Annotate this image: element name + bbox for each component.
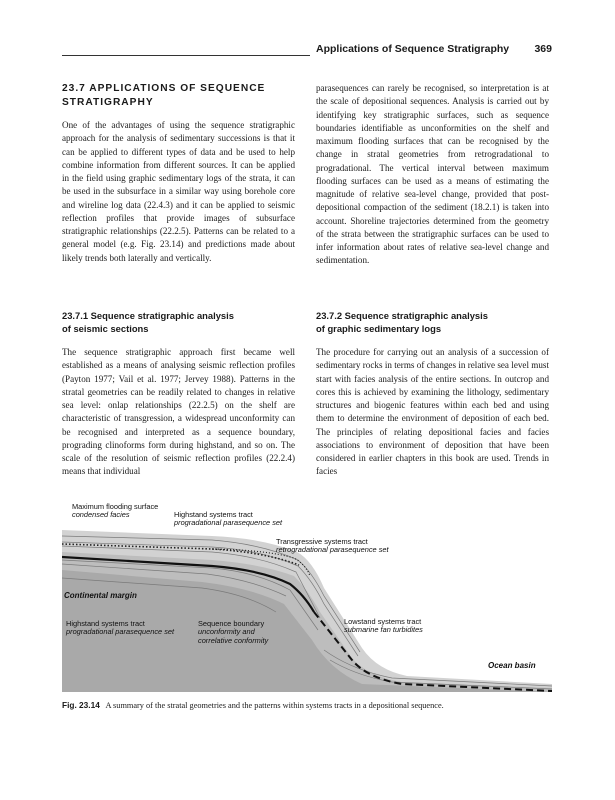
- label-line: submarine fan turbidites: [344, 625, 423, 635]
- label-continental-margin: Continental margin: [64, 591, 137, 600]
- label-highstand-bottom: [66, 620, 174, 637]
- header-rule: [62, 55, 310, 56]
- label-transgressive: [276, 538, 389, 555]
- page-number: 369: [534, 43, 552, 55]
- figure-23-14: [62, 500, 552, 692]
- paragraph: The sequence stratigraphic approach first became well established as a means of analysing seismic reflection profiles (Payton 1977; Vail et al. 1977; Jervey 1988). Patterns in the stratal geometries can be readily related to changes in relative sea level: onlap relationships (22.2.5) on the shelf are characteristic of transgression, a widespread unconformity can be recognised and interpreted as a sequence boundary, prograding clinoforms form during highstand, and so on. The scale of the resolution of seismic reflection profiles (22.2.4) means that individual: [62, 347, 295, 477]
- label-line: Lowstand systems tract: [344, 617, 422, 626]
- label-sequence-boundary: [198, 620, 268, 645]
- subsection-heading: [316, 310, 549, 335]
- label-line: Maximum flooding surface: [72, 502, 159, 511]
- section-heading-line1: 23.7 APPLICATIONS OF SEQUENCE: [62, 83, 266, 94]
- label-line: Highstand systems tract: [66, 619, 145, 628]
- label-line: Highstand systems tract: [174, 510, 253, 519]
- label-line: Sequence boundary: [198, 619, 265, 628]
- figure-number: Fig. 23.14: [62, 700, 100, 710]
- label-ocean-basin: Ocean basin: [488, 661, 536, 670]
- label-line: condensed facies: [72, 510, 130, 520]
- paragraph: parasequences can rarely be recognised, so interpretation is at the scale of depositional sequences. Analysis is carried out by identifying key stratigraphic surfaces, such as sequence boundaries identifiable as unconformities on the shelf and maximum flooding surfaces that can be recognised by the change in stratal geometries from retrogradational to progradational. The vertical interval between maximum flooding surfaces can be used as a means of estimating the magnitude of relative sea-level change, provided that post-depositional compaction of the sediment (18.2.1) is taken into account. Shoreline trajectories determined from the geometry of the strata between the stratigraphic surfaces can be used to infer information about rates of relative sea-level change and sedimentation.: [316, 83, 549, 266]
- subsection-heading-line2: of graphic sedimentary logs: [316, 322, 442, 334]
- label-line: unconformity and: [198, 627, 255, 637]
- section-heading: [62, 82, 295, 109]
- label-lowstand: [344, 618, 423, 635]
- subsection-heading: [62, 310, 295, 335]
- label-line: progradational parasequence set: [174, 518, 283, 528]
- subsection-heading-line2: of seismic sections: [62, 322, 149, 334]
- running-header-title: Applications of Sequence Stratigraphy: [316, 43, 510, 55]
- label-line: progradational parasequence set: [66, 627, 175, 637]
- section-heading-line2: STRATIGRAPHY: [62, 96, 154, 108]
- figure-caption-text: A summary of the stratal geometries and the patterns within systems tracts in a depositional sequence.: [105, 701, 444, 710]
- subsection-heading-line1: 23.7.2 Sequence stratigraphic analysis: [316, 310, 488, 321]
- label-line: Transgressive systems tract: [276, 537, 368, 546]
- paragraph: The procedure for carrying out an analysis of a succession of sedimentary rocks in terms of changes in relative sea level must start with facies analysis of the entire sections. In outcrop and cores this is achieved by examining the lithology, sedimentary structures and biogenic features within each bed and using them to determine the environment of deposition of each bed. The principles of relating depositional facies and facies associations to environment of deposition that have been considered in earlier chapters in this book are used. Trends in facies: [316, 347, 549, 477]
- paragraph: One of the advantages of using the sequence stratigraphic approach for the analysis of sedimentary successions is that it can be applied to different types of data and be used to help combine information from different sources. It can be applied in the field using graphic sedimentary logs of the strata, it can be used in the subsurface in a similar way using borehole core and wireline log data (22.4.3) and it can be applied to seismic reflection profiles that provide images of subsurface stratigraphic relationships (22.2.5). Patterns can be related to a general model (e.g. Fig. 23.14) and predictions made about likely trends both laterally and vertically.: [62, 120, 295, 263]
- label-maximum-flooding-surface: [72, 503, 158, 520]
- figure-caption: [62, 700, 552, 711]
- label-highstand-top: [174, 511, 282, 528]
- subsection-heading-line1: 23.7.1 Sequence stratigraphic analysis: [62, 310, 234, 321]
- label-line: retrogradational parasequence set: [276, 545, 389, 555]
- label-line: correlative conformity: [198, 635, 269, 645]
